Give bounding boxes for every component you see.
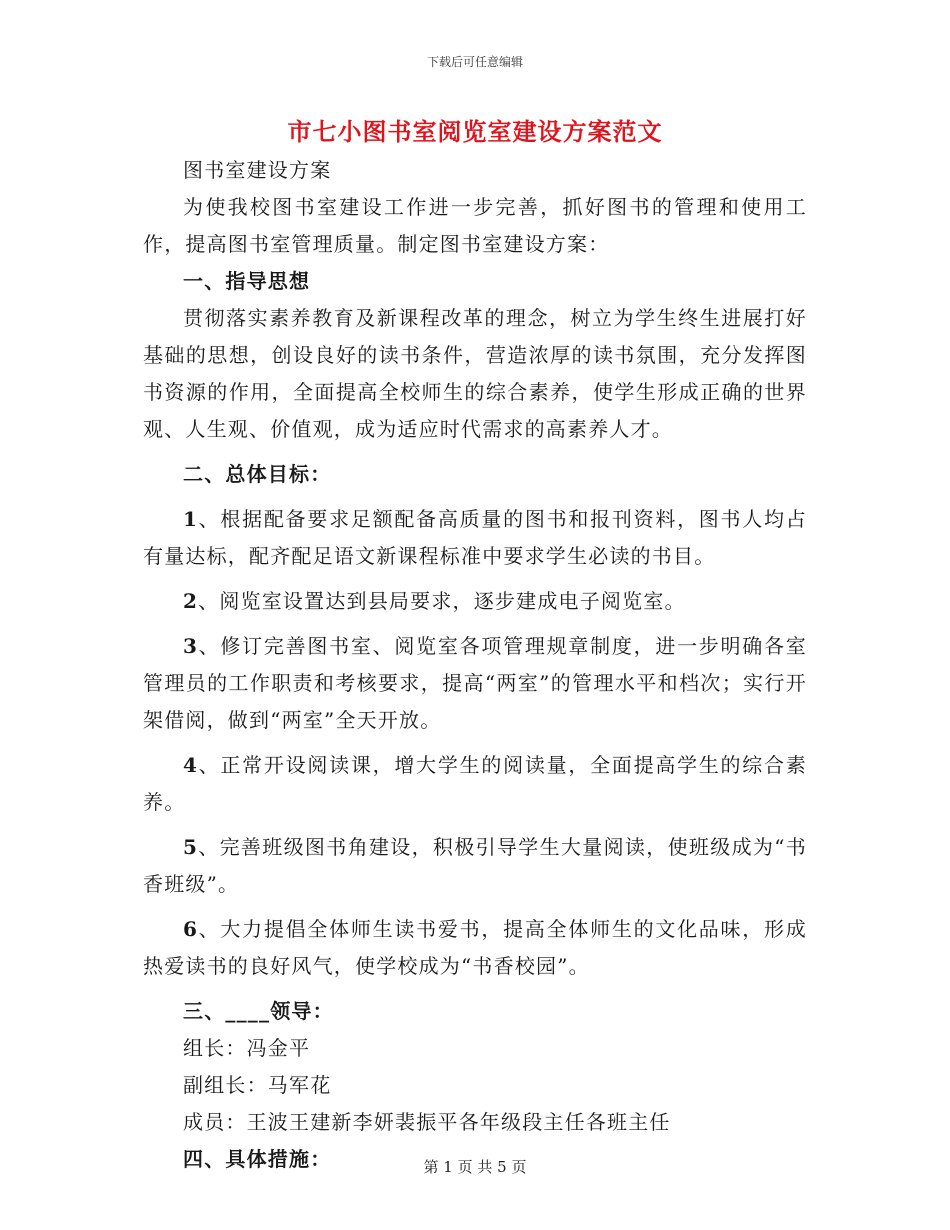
section-heading-specific-measures: 四、具体措施： (183, 1147, 332, 1171)
section-heading-overall-goals: 二、总体目标： (183, 462, 332, 486)
goal-text: 、大力提倡全体师生读书爱书，提高全体师生的文化品味，形成热爱读书的良好风气，使学校成为“书香校园”。 (143, 917, 807, 978)
goal-text: 、修订完善图书室、阅览室各项管理规章制度，进一步明确各室管理员的工作职责和考核要求，提高“两室”的管理水平和档次；实行开架借阅，做到“两室”全天开放。 (143, 634, 807, 732)
goal-number: 6 (183, 917, 199, 941)
goal-number: 1 (183, 507, 199, 531)
members-line: 成员：王波王建新李妍裴振平各年级段主任各班主任 (183, 1110, 671, 1134)
goal-item (143, 829, 807, 903)
goal-item (143, 501, 807, 575)
goal-item (143, 747, 807, 821)
document-title: 市七小图书室阅览室建设方案范文 (287, 117, 663, 146)
header-note: 下载后可任意编辑 (426, 55, 523, 69)
section-heading-guiding-ideology: 一、指导思想 (183, 269, 311, 293)
intro-paragraph: 为使我校图书室建设工作进一步完善，抓好图书的管理和使用工作，提高图书室管理质量。制定图书室建设方案： (143, 195, 807, 256)
goal-text: 、正常开设阅读课，增大学生的阅读量，全面提高学生的综合素养。 (143, 753, 807, 814)
goal-number: 5 (183, 835, 199, 859)
goal-number: 3 (183, 634, 199, 658)
goal-text: 、阅览室设置达到县局要求，逐步建成电子阅览室。 (198, 589, 686, 613)
goal-text: 、完善班级图书角建设，积极引导学生大量阅读，使班级成为“书香班级”。 (143, 835, 807, 896)
page-number: 第 1 页 共 5 页 (423, 1158, 527, 1176)
goal-item (143, 628, 807, 739)
vice-leader-line: 副组长：马军花 (183, 1073, 332, 1097)
goal-number: 2 (183, 589, 199, 613)
goal-text: 、根据配备要求足额配备高质量的图书和报刊资料，图书人均占有量达标，配齐配足语文新课程标准中要求学生必读的书目。 (143, 507, 807, 568)
goal-item (143, 583, 807, 620)
guiding-ideology-paragraph: 贯彻落实素养教育及新课程改革的理念，树立为学生终生进展打好基础的思想，创设良好的读书条件，营造浓厚的读书氛围，充分发挥图书资源的作用，全面提高全校师生的综合素养，使学生形成正确的世界观、人生观、价值观，成为适应时代需求的高素养人才。 (143, 306, 807, 441)
leader-line: 组长：冯金平 (183, 1036, 311, 1060)
document-body (143, 152, 807, 1178)
subtitle: 图书室建设方案 (183, 158, 332, 182)
section-heading-leadership: 三、____领导： (183, 999, 334, 1023)
goal-item (143, 911, 807, 985)
goal-number: 4 (183, 753, 199, 777)
